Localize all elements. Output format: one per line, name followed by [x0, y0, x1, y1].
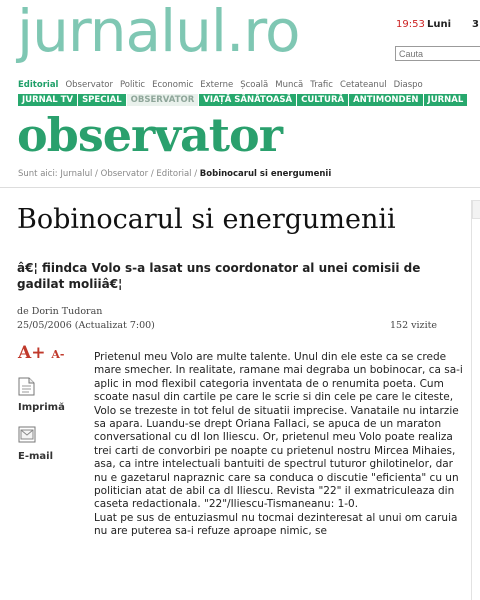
view-count: 152 vizite: [390, 320, 438, 331]
nav-item-externe[interactable]: Externe: [200, 80, 234, 90]
search-input[interactable]: [395, 46, 480, 61]
breadcrumb-prefix: Sunt aici:: [18, 169, 58, 179]
font-increase-button[interactable]: A+: [18, 343, 46, 363]
nav-item-trafic[interactable]: Trafic: [310, 80, 333, 90]
article-date: 25/05/2006 (Actualizat 7:00): [17, 320, 155, 331]
tab-viata-sanatoasa[interactable]: VIAȚĂ SĂNĂTOASĂ: [199, 94, 296, 106]
nav-item-diaspora[interactable]: Diaspo: [393, 80, 423, 90]
nav-item-scoala[interactable]: Școală: [240, 80, 269, 90]
tab-observator[interactable]: OBSERVATOR: [127, 94, 199, 106]
sidebar-divider: [471, 200, 472, 600]
breadcrumb-link-editorial[interactable]: Editorial: [156, 169, 192, 179]
header-day: Luni: [427, 19, 452, 30]
font-decrease-button[interactable]: A-: [51, 348, 65, 361]
header-divider: [0, 187, 480, 188]
nav-item-cetateanul[interactable]: Cetateanul: [339, 80, 387, 90]
print-icon[interactable]: [18, 377, 35, 396]
tab-cultura[interactable]: CULTURĂ: [297, 94, 348, 106]
header-time: 19:53: [396, 19, 425, 30]
nav-item-editorial[interactable]: Editorial: [18, 80, 59, 90]
breadcrumb-link-observator[interactable]: Observator: [100, 169, 149, 179]
sidebar-box: [472, 200, 480, 219]
nav-item-politic[interactable]: Politic: [119, 80, 146, 90]
breadcrumb: Sunt aici: Jurnalul / Observator / Editorial / Bobinocarul si energumenii: [18, 169, 332, 179]
print-button[interactable]: Imprimă: [18, 402, 65, 413]
breadcrumb-link-jurnalul[interactable]: Jurnalul: [60, 169, 93, 179]
article-author[interactable]: de Dorin Tudoran: [17, 306, 103, 317]
nav-item-munca[interactable]: Muncă: [275, 80, 304, 90]
primary-nav: [18, 80, 430, 93]
article-paragraph: Luat pe sus de entuziasmul nu tocmai dezinteresat al unui om caruia nu are puterea sa-i refuze aproape nimic, se: [94, 511, 458, 538]
nav-item-economic[interactable]: Economic: [152, 80, 194, 90]
tab-jurnal[interactable]: JURNAL: [424, 94, 468, 106]
nav-item-observator[interactable]: Observator: [65, 80, 113, 90]
font-size-tools: [18, 343, 64, 363]
email-icon[interactable]: [18, 426, 36, 443]
article-title: Bobinocarul si energumenii: [17, 204, 396, 235]
tab-special[interactable]: SPECIAL: [78, 94, 126, 106]
breadcrumb-current: Bobinocarul si energumenii: [199, 169, 332, 179]
article-paragraph: Prietenul meu Volo are multe talente. Unul din ele este ca se crede mare smecher. In realitate, ramane mai degraba un bobinocar, ca sa-i aplic in mod flexibil categoria inventata de o renumita poeta. Cum scoate nasul din cartile pe care le scrie si din cele pe care le citeste, Volo se trezeste in tot felul de situatii imprecise. Vanataile nu intarzie sa apara. Luandu-se drept Oriana Fallaci, se apuca de un maraton conversational cu dl Ion Iliescu. Or, prietenul meu Volo poate realiza trei carti de convorbiri pe noapte cu prietenul nostru Mircea Mihaies, asa, ca intre intelectuali bantuiti de spectrul tuturor ghilotinelor, dar nu e gazetarul napraznic care sa conduca o discutie "eficienta" cu un politician atat de abil ca dl Iliescu. Revista "22" il exmatriculeaza din caseta redactionala. "22"/Iliescu-Tismaneanu: 1-0.: [94, 351, 463, 511]
tab-antimonden[interactable]: ANTIMONDEN: [349, 94, 422, 106]
header-day-number: 3: [472, 19, 479, 30]
email-button[interactable]: E-mail: [18, 451, 54, 462]
article-lead: â€¦ fiindca Volo s-a lasat uns coordonator al unei comisii de gadilat moliiâ€¦: [17, 261, 421, 291]
tab-jurnal-tv[interactable]: JURNAL TV: [18, 94, 77, 106]
site-logo[interactable]: jurnalul.ro: [17, 0, 300, 65]
section-title: observator: [17, 108, 282, 162]
article-body: [94, 351, 464, 539]
